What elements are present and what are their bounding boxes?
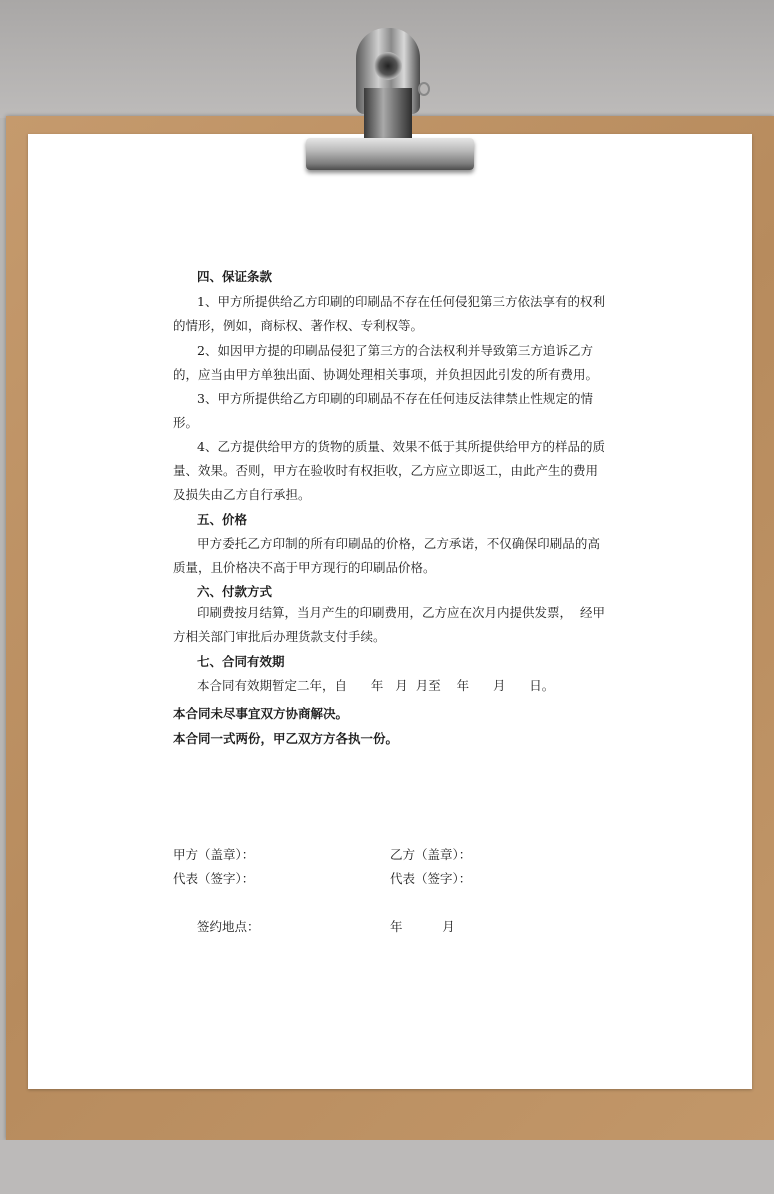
section4-item4-line3: 及损失由乙方自行承担。 [173, 487, 311, 502]
section4-item1-line1: 1、甲方所提供给乙方印刷的印刷品不存在任何侵犯第三方依法享有的权利 [197, 294, 605, 309]
section4-item3-line2: 形。 [173, 415, 199, 430]
sign-place-label: 签约地点： [197, 919, 260, 934]
section6-line2: 方相关部门审批后办理货款支付手续。 [173, 629, 386, 644]
section4-item4-line2: 量、效果。否则，甲方在验收时有权拒收，乙方应立即返工，由此产生的费用 [173, 463, 599, 478]
section4-item4-line1: 4、乙方提供给甲方的货物的质量、效果不低于其所提供给甲方的样品的质 [197, 439, 605, 454]
party-a-seal-label: 甲方（盖章）： [173, 847, 255, 862]
closing-line2: 本合同一式两份，甲乙双方方各执一份。 [173, 731, 399, 746]
section5-line2: 质量，且价格决不高于甲方现行的印刷品价格。 [173, 560, 436, 575]
party-a-rep-label: 代表（签字）： [173, 871, 255, 886]
section7-line: 本合同有效期暂定二年，自 年 月 月至 年 月 日。 [197, 678, 555, 693]
party-b-seal-label: 乙方（盖章）： [390, 847, 472, 862]
sign-date-label: 年 月 [390, 919, 455, 934]
closing-line1: 本合同未尽事宜双方协商解决。 [173, 706, 349, 721]
section4-item1-line2: 的情形，例如，商标权、著作权、专利权等。 [173, 318, 424, 333]
section5-line1: 甲方委托乙方印制的所有印刷品的价格，乙方承诺，不仅确保印刷品的高 [197, 536, 600, 551]
section4-heading: 四、保证条款 [197, 269, 273, 284]
party-b-rep-label: 代表（签字）： [390, 871, 472, 886]
section5-heading: 五、价格 [197, 512, 248, 527]
section7-heading: 七、合同有效期 [197, 654, 285, 669]
section4-item2-line2: 的，应当由甲方单独出面、协调处理相关事项，并负担因此引发的所有费用。 [173, 367, 599, 382]
section6-line1: 印刷费按月结算，当月产生的印刷费用，乙方应在次月内提供发票， 经甲 [197, 605, 605, 620]
section6-heading: 六、付款方式 [197, 584, 273, 599]
section4-item2-line1: 2、如因甲方提的印刷品侵犯了第三方的合法权利并导致第三方追诉乙方 [197, 343, 593, 358]
section4-item3-line1: 3、甲方所提供给乙方印刷的印刷品不存在任何违反法律禁止性规定的情 [197, 391, 593, 406]
